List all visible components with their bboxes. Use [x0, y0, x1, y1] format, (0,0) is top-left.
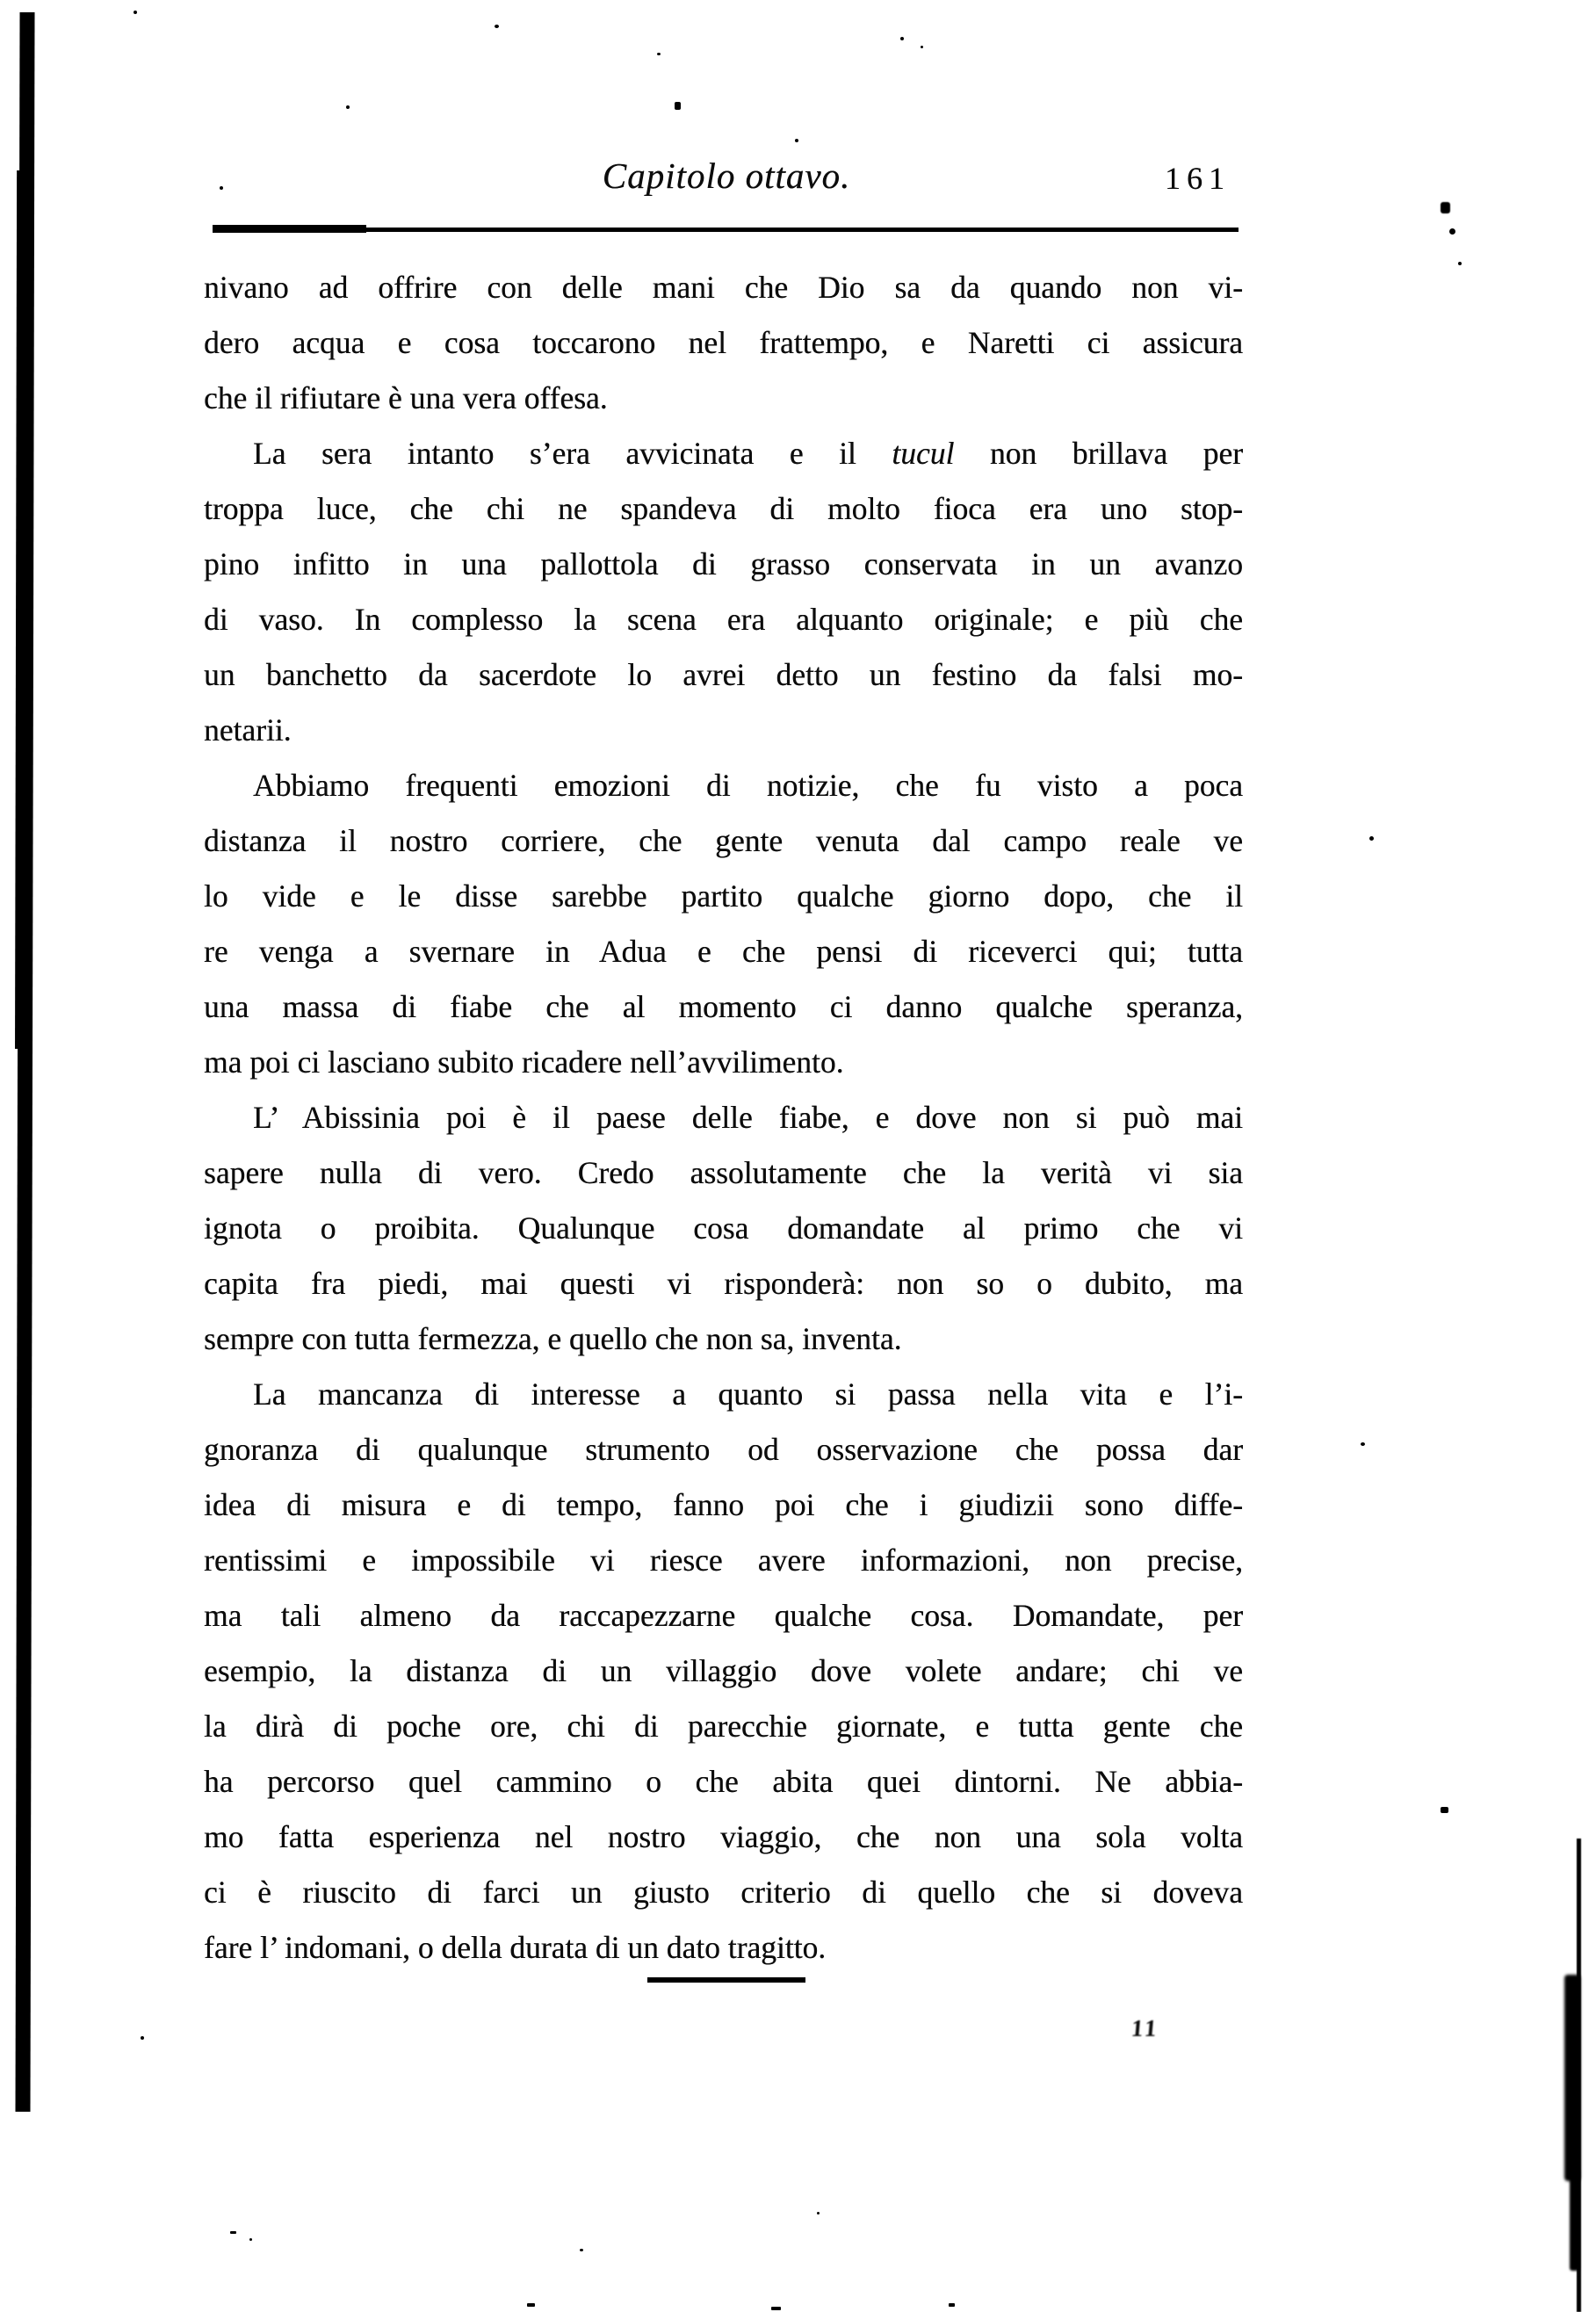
- header-rule: [217, 228, 1239, 232]
- text-line: distanza il nostro corriere, che gente venuta dal campo reale ve: [204, 823, 1243, 858]
- text-line: pino infitto in una pallottola di grasso conservata in un avanzo: [204, 546, 1243, 582]
- text-line: ci è riuscito di farci un giusto criterio di quello che si doveva: [204, 1875, 1243, 1910]
- text-line: dero acqua e cosa toccarono nel frattempo, e Naretti ci assicura: [204, 325, 1243, 360]
- scan-speck: [1369, 836, 1374, 841]
- text-segment: non brillava per: [954, 436, 1243, 471]
- scan-speck: [1441, 1807, 1448, 1813]
- text-line: troppa luce, che chi ne spandeva di molto fioca era uno stop-: [204, 491, 1243, 526]
- scan-smudge: [1441, 202, 1450, 213]
- scan-speck: [580, 2249, 583, 2251]
- signature-mark: 11: [1130, 2015, 1160, 2041]
- text-line: nivano ad offrire con delle mani che Dio sa da quando non vi-: [204, 270, 1243, 305]
- text-line: Abbiamo frequenti emozioni di notizie, che fu visto a poca: [253, 768, 1243, 803]
- scan-speck: [346, 105, 350, 109]
- text-line: ma poi ci lasciano subito ricadere nell’avvilimento.: [204, 1044, 844, 1080]
- body-text: [204, 260, 1243, 1976]
- text-line: mo fatta esperienza nel nostro viaggio, che non una sola volta: [204, 1819, 1243, 1854]
- scan-speck: [527, 2303, 535, 2307]
- text-line: ha percorso quel cammino o che abita quei dintorni. Ne abbia-: [204, 1764, 1243, 1799]
- text-line: re venga a svernare in Adua e che pensi di riceverci qui; tutta: [204, 934, 1243, 969]
- text-segment: La sera intanto s’era avvicinata e il: [253, 436, 892, 471]
- text-line: netarii.: [204, 712, 292, 748]
- text-line: capita fra piedi, mai questi vi risponderà: non so o dubito, ma: [204, 1266, 1243, 1301]
- scan-speck: [795, 139, 798, 142]
- page-header: [208, 155, 1245, 207]
- text-line: di vaso. In complesso la scena era alquanto originale; e più che: [204, 602, 1243, 637]
- scan-speck: [1458, 262, 1462, 265]
- scan-speck: [921, 46, 923, 48]
- scan-speck: [949, 2303, 955, 2307]
- scan-smudge: [1449, 228, 1455, 235]
- text-line: sapere nulla di vero. Credo assolutamente che la verità vi sia: [204, 1155, 1243, 1190]
- text-line: gnoranza di qualunque strumento od osservazione che possa dar: [204, 1432, 1243, 1467]
- scan-edge-blob: [1564, 1975, 1580, 2181]
- chapter-title: Capitolo ottavo.: [602, 155, 851, 196]
- chapter-end-rule: [647, 1977, 805, 1983]
- scan-speck: [495, 25, 499, 28]
- text-line: L’ Abissinia poi è il paese delle fiabe, e dove non si può mai: [253, 1100, 1243, 1135]
- scan-speck: [817, 2212, 820, 2214]
- text-line: [204, 426, 1243, 481]
- scan-speck: [134, 11, 137, 14]
- scan-speck: [249, 2238, 252, 2241]
- text-line: La mancanza di interesse a quanto si passa nella vita e l’i-: [253, 1376, 1243, 1412]
- text-line: ma tali almeno da raccapezzarne qualche cosa. Domandate, per: [204, 1598, 1243, 1633]
- scan-speck: [900, 37, 904, 40]
- scan-speck: [230, 2231, 236, 2234]
- scan-binding-bar: [15, 12, 34, 2112]
- text-line: rentissimi e impossibile vi riesce avere informazioni, non precise,: [204, 1543, 1243, 1578]
- page-number: 161: [1165, 161, 1231, 196]
- scan-speck: [657, 53, 661, 55]
- text-line: ignota o proibita. Qualunque cosa domandate al primo che vi: [204, 1210, 1243, 1246]
- text-line: sempre con tutta fermezza, e quello che non sa, inventa.: [204, 1321, 902, 1356]
- scan-edge-blob: [1570, 2170, 1579, 2271]
- text-line: una massa di fiabe che al momento ci danno qualche speranza,: [204, 989, 1243, 1024]
- scan-speck: [675, 102, 681, 110]
- scan-speck: [1361, 1442, 1365, 1446]
- text-line: che il rifiutare è una vera offesa.: [204, 380, 608, 415]
- text-line: esempio, la distanza di un villaggio dove volete andare; chi ve: [204, 1653, 1243, 1688]
- text-line: fare l’ indomani, o della durata di un dato tragitto.: [204, 1930, 827, 1965]
- scan-speck: [771, 2307, 781, 2310]
- text-line: un banchetto da sacerdote lo avrei detto un festino da falsi mo-: [204, 657, 1243, 692]
- text-line: la dirà di poche ore, chi di parecchie giornate, e tutta gente che: [204, 1709, 1243, 1744]
- text-line: idea di misura e di tempo, fanno poi che i giudizii sono diffe-: [204, 1487, 1243, 1522]
- italic-word: tucul: [892, 436, 955, 471]
- scan-speck: [141, 2036, 144, 2040]
- text-line: lo vide e le disse sarebbe partito qualche giorno dopo, che il: [204, 878, 1243, 914]
